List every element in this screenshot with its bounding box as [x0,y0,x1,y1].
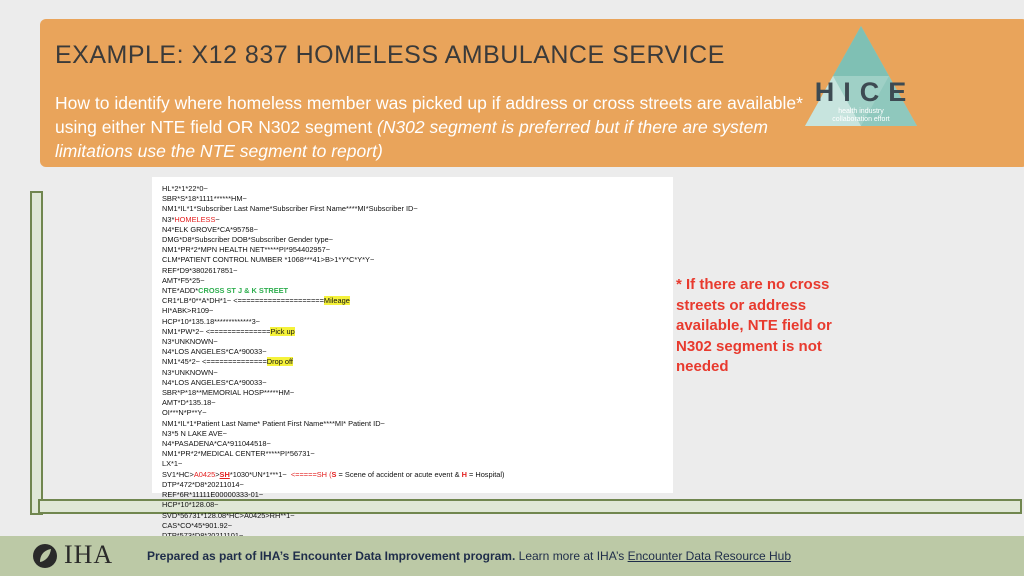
sh-note-text: = Hospital) [466,469,505,479]
cross-street-note: * If there are no cross streets or address available, NTE field or N302 segment is not needed [676,276,832,375]
slide-title: EXAMPLE: X12 837 HOMELESS AMBULANCE SERVICE [55,41,725,69]
footer-bar [0,536,1024,576]
footer-plain-text: Learn more at IHA’s [515,549,628,563]
code-line: NTE*ADD* [162,286,199,296]
code-line: HCP*10*128.08~ [162,500,219,510]
code-line: NM1*IL*1*Patient Last Name* Patient First Name****MI* Patient ID~ [162,418,385,428]
code-line: SVD*56731*128.08*HC>A0425>RH**1~ [162,510,295,520]
code-line: NM1*PW*2~ <============== [162,326,271,336]
iha-logo [32,540,142,569]
code-line: N4*LOS ANGELES*CA*90033~ [162,347,267,357]
code-line: HCP*10*135.18*************3~ [162,316,260,326]
code-line: SBR*P*18**MEMORIAL HOSP*****HM~ [162,388,295,398]
code-line: REF*6R*11111E00000333-01~ [162,490,264,500]
iha-logo-text: IHA [64,540,114,569]
code-line: N3*5 N LAKE AVE~ [162,428,227,438]
code-line: *1030*UN*1***1~ [229,469,291,479]
code-line: ~ [215,214,220,224]
footer-text [147,549,791,563]
mileage-label: Mileage [323,296,350,306]
footer-bold-text: Prepared as part of IHA’s Encounter Data Improvement program. [147,549,516,563]
code-line: SV1*HC> [162,469,194,479]
code-line: CAS*CO*45*901.92~ [162,520,233,530]
code-line: HL*2*1*22*0~ [162,184,208,193]
hice-logo-tagline: health industry collaboration effort [832,108,890,123]
homeless-highlight: HOMELESS [174,214,216,224]
code-line: NM1*PR*2*MPN HEALTH NET*****PI*954402957~ [162,245,331,255]
code-line: HI*ABK>R109~ [162,306,214,316]
encounter-data-hub-link[interactable]: Encounter Data Resource Hub [627,549,792,563]
frame-left-bar [30,191,43,515]
code-line: N3*UNKNOWN~ [162,337,218,347]
procedure-code: A0425 [193,469,216,479]
sh-note-text: = Scene of accident or acute event & [336,469,462,479]
slide-subtitle [55,91,825,163]
subtitle-text: How to identify where homeless member was picked up if address or cross streets are available* using either NTE field OR N302 segment [55,93,803,137]
code-line: OI***N*P**Y~ [162,408,207,418]
code-line: NM1*IL*1*Subscriber Last Name*Subscriber First Name****MI*Subscriber ID~ [162,204,418,214]
sh-note-s: S [331,469,337,479]
x12-code-text [162,184,505,541]
dropoff-label: Drop off [266,357,293,367]
code-line: AMT*D*135.18~ [162,398,216,408]
code-line: AMT*F5*25~ [162,275,205,285]
code-line: N4*ELK GROVE*CA*95758~ [162,224,258,234]
code-line: NM1*PR*2*MEDICAL CENTER*****PI*56731~ [162,449,315,459]
code-line: > [215,469,220,479]
iha-leaf-icon [32,543,58,569]
pickup-label: Pick up [270,326,295,336]
code-line: CR1*LB*0**A*DH*1~ <==================== [162,296,324,306]
code-line: N4*PASADENA*CA*911044518~ [162,439,271,449]
code-line: N3* [162,214,175,224]
code-line: SBR*S*18*1111******HM~ [162,194,247,204]
modifier-code: SH [219,469,230,479]
code-line: N3*UNKNOWN~ [162,367,218,377]
hice-logo [803,22,919,128]
subtitle-italic-text: (N302 segment is preferred but if there are system limitations use the NTE segment to report) [55,117,768,161]
code-line: DTP*472*D8*20211014~ [162,479,244,489]
hice-logo-text: HICE [814,77,916,107]
code-line: DMG*D8*Subscriber DOB*Subscriber Gender type~ [162,235,334,245]
code-line: NM1*45*2~ <============== [162,357,267,367]
code-line: LX*1~ [162,459,183,469]
sh-note: <=====SH ( [290,469,332,479]
code-line: N4*LOS ANGELES*CA*90033~ [162,377,267,387]
code-line: CLM*PATIENT CONTROL NUMBER *1068***41>B>1*Y*C*Y*Y~ [162,255,375,265]
sh-note-h: H [461,469,467,479]
x12-code-panel [152,177,673,530]
cross-street-highlight: CROSS ST J & K STREET [198,286,289,296]
code-line: REF*D9*3802617851~ [162,265,238,275]
